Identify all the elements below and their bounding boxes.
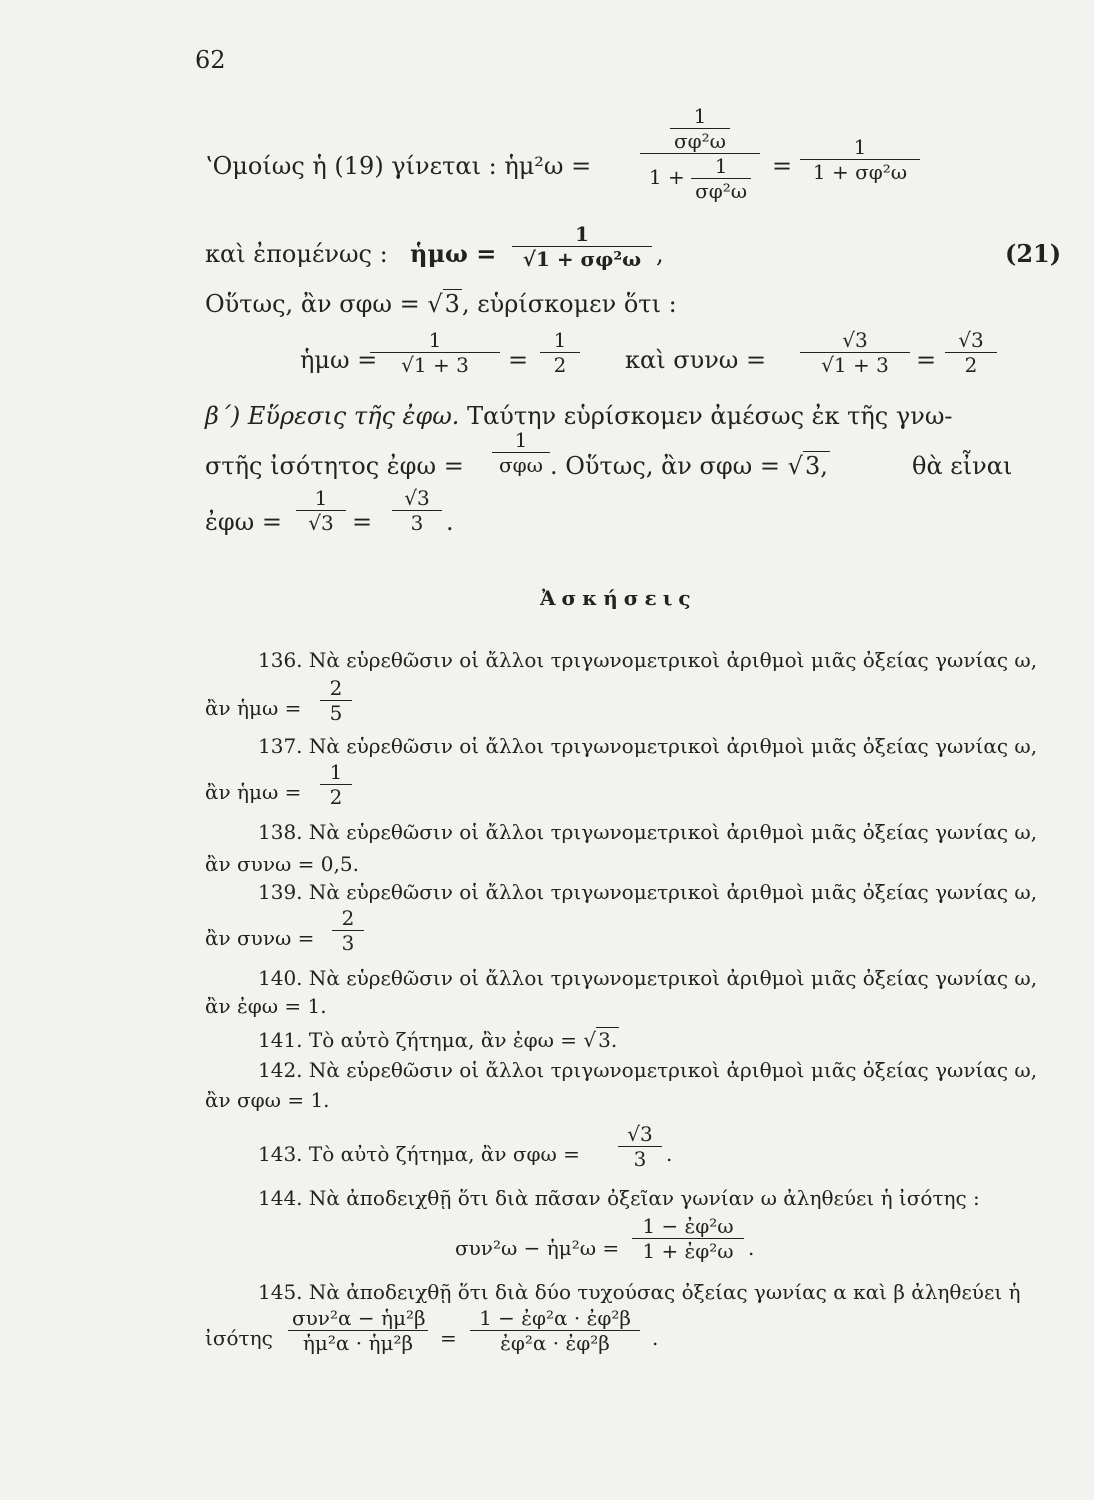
para-b-line2a: στῆς ἰσότητος ἐφω = (205, 452, 464, 480)
line4-eq2: = (916, 346, 937, 374)
ex-139-num: 2 (332, 906, 364, 931)
ex-141-text: 141. Τὸ αὐτὸ ζήτημα, ἂν ἐφω = (258, 1028, 578, 1052)
ex-136-den: 5 (329, 701, 343, 725)
line3-a: Οὕτως, ἂν σφω = (205, 290, 420, 318)
eq21-frac: $\frac{1}{\text{√1 + σφ²ω}}$ (512, 222, 652, 271)
ex-137-frac (320, 760, 352, 809)
ex-145-lead: ἰσότης (205, 1326, 273, 1350)
ex-144-lhs: συν²ω − ἡμ²ω = (455, 1236, 620, 1260)
ex-139-den: 3 (341, 931, 355, 955)
ex-145-den1: ἡμ²α · ἡμ²β (302, 1331, 414, 1355)
line4-num3: 3 (855, 328, 868, 352)
line4-den4: 2 (964, 353, 978, 377)
eq19-oneplus: 1 + (648, 165, 685, 189)
para-b-eq: = (352, 508, 373, 536)
para-b-f2: $\frac{√3}{3}$ (392, 486, 442, 535)
line4-den3: 1 + 3 (833, 353, 889, 377)
ex-139: 139. Νὰ εὑρεθῶσιν οἱ ἄλλοι τριγωνομετρικοὶ ἀριθμοὶ μιᾶς ὀξείας γωνίας ω, (258, 880, 1038, 904)
line4-f1: $\frac{1}{√1 + 3}$ (370, 328, 500, 377)
para-b-line2b: . Οὕτως, ἂν σφω = √3, (550, 452, 828, 480)
ex-138-cond: ἂν συνω = 0,5. (205, 852, 359, 876)
ex-145-num1: συν²α − ἡμ²β (288, 1306, 428, 1331)
line4-num2: 1 (540, 328, 580, 353)
ex-137-den: 2 (329, 785, 343, 809)
eq19-one: 1 (670, 104, 730, 129)
eq19-lead: ʽΟμοίως ἡ (19) γίνεται : ἡμ²ω = (205, 152, 592, 180)
ex-144: 144. Νὰ ἀποδειχθῇ ὅτι διὰ πᾶσαν ὀξεῖαν γωνίαν ω ἀληθεύει ἡ ἰσότης : (258, 1186, 980, 1210)
line4-num4: 3 (971, 328, 984, 352)
ex-136-num: 2 (320, 676, 352, 701)
eq21-num: 1 (512, 222, 652, 247)
ex-136-cond: ἂν ἡμω = (205, 696, 302, 720)
para-b-f2-num: 3 (417, 486, 430, 510)
ex-144-frac (632, 1214, 744, 1263)
eq21-comma: , (656, 240, 664, 268)
eq19-sigma2: σφ²ω (695, 179, 748, 203)
line4-den1: 1 + 3 (413, 353, 469, 377)
ex-139-cond: ἂν συνω = (205, 926, 315, 950)
eq19-rhs-num: 1 (800, 135, 920, 160)
section-title: Ἀσκήσεις (540, 586, 697, 610)
ex-140-cond: ἂν ἐφω = 1. (205, 994, 327, 1018)
para-b-label: β΄) Εὕρεσις τῆς ἐφω. (205, 402, 460, 430)
para-b-f1: $\frac{1}{√3}$ (296, 486, 346, 535)
para-b-f2-den: 3 (410, 511, 424, 535)
eq21-lhs: ἡμω = (410, 239, 497, 268)
ex-144-dot: . (748, 1236, 755, 1260)
para-b-line2c: θὰ εἶναι (912, 452, 1013, 480)
ex-145-num2: 1 − ἐφ²α · ἐφ²β (470, 1306, 640, 1331)
line3: Οὕτως, ἂν σφω = √3, εὑρίσκομεν ὅτι : (205, 290, 677, 318)
ex-145-f1 (288, 1306, 428, 1355)
para-b-f1-num: 1 (296, 486, 346, 511)
line4-f2 (540, 328, 580, 377)
ex-142-cond: ἂν σφω = 1. (205, 1088, 330, 1112)
para-b-f1-den: 3 (321, 511, 334, 535)
para-b-frac-den: σφω (499, 453, 543, 477)
eq21-lead: καὶ ἐπομένως : (205, 240, 388, 268)
ex-137-num: 1 (320, 760, 352, 785)
eq19-rhs (800, 135, 920, 184)
ex-143-den: 3 (633, 1147, 647, 1171)
eq21-label: (21) (1005, 239, 1062, 268)
line4-num1: 1 (370, 328, 500, 353)
line4-hm: ἡμω = (300, 346, 378, 374)
eq19-one2: 1 (691, 154, 751, 179)
ex-142: 142. Νὰ εὑρεθῶσιν οἱ ἄλλοι τριγωνομετρικοὶ ἀριθμοὶ μιᾶς ὀξείας γωνίας ω, (258, 1058, 1038, 1082)
line4-kai: καὶ συνω = (625, 346, 767, 374)
ex-140: 140. Νὰ εὑρεθῶσιν οἱ ἄλλοι τριγωνομετρικοὶ ἀριθμοὶ μιᾶς ὀξείας γωνίας ω, (258, 966, 1038, 990)
ex-136: 136. Νὰ εὑρεθῶσιν οἱ ἄλλοι τριγωνομετρικοὶ ἀριθμοὶ μιᾶς ὀξείας γωνίας ω, (258, 648, 1038, 672)
line3-sqrt: 3 (444, 290, 460, 318)
ex-144-den: 1 + ἐφ²ω (642, 1239, 734, 1263)
ex-143-dot: . (666, 1142, 673, 1166)
ex-137: 137. Νὰ εὑρεθῶσιν οἱ ἄλλοι τριγωνομετρικοὶ ἀριθμοὶ μιᾶς ὀξείας γωνίας ω, (258, 734, 1038, 758)
ex-145-eq: = (440, 1326, 457, 1350)
ex-138: 138. Νὰ εὑρεθῶσιν οἱ ἄλλοι τριγωνομετρικοὶ ἀριθμοὶ μιᾶς ὀξείας γωνίας ω, (258, 820, 1038, 844)
ex-139-frac (332, 906, 364, 955)
line4-f3: $\frac{√3}{√1 + 3}$ (800, 328, 910, 377)
ex-145-den2: ἐφ²α · ἐφ²β (500, 1331, 610, 1355)
line4-f4: $\frac{√3}{2}$ (945, 328, 997, 377)
eq19-outer-frac (640, 104, 760, 203)
ex-144-num: 1 − ἐφ²ω (632, 1214, 744, 1239)
para-b-frac (492, 428, 550, 477)
eq19-eq: = (772, 152, 793, 180)
line4-den2: 2 (553, 353, 567, 377)
ex-145-f2 (470, 1306, 640, 1355)
line3-b: , εὑρίσκομεν ὅτι : (461, 290, 677, 318)
page-number: 62 (195, 46, 226, 74)
eq19-sigma: σφ²ω (674, 129, 726, 153)
para-b-text: Ταύτην εὑρίσκομεν ἀμέσως ἐκ τῆς γνω- (467, 402, 953, 430)
ex-143-frac: $\frac{√3}{3}$ (618, 1122, 662, 1171)
ex-141-sqrt: 3. (598, 1028, 618, 1052)
ex-136-frac (320, 676, 352, 725)
para-b-sqrt: 3, (804, 452, 828, 480)
ex-143-num: 3 (640, 1122, 653, 1146)
para-b-line1 (205, 402, 953, 430)
ex-145: 145. Νὰ ἀποδειχθῇ ὅτι διὰ δύο τυχούσας ὀξείας γωνίας α καὶ β ἀληθεύει ἡ (258, 1280, 1021, 1304)
para-b-line2b-text: . Οὕτως, ἂν σφω = (550, 452, 780, 480)
ex-141: 141. Τὸ αὐτὸ ζήτημα, ἂν ἐφω = √ 3. (258, 1028, 618, 1052)
line4-eq: = (508, 346, 529, 374)
para-b-frac-num: 1 (492, 428, 550, 453)
ex-145-dot: . (652, 1326, 659, 1350)
ex-137-cond: ἂν ἡμω = (205, 780, 302, 804)
para-b-efo: ἐφω = (205, 508, 282, 536)
eq21-den: 1 + σφ²ω (535, 247, 642, 271)
eq19-rhs-den: 1 + σφ²ω (812, 160, 908, 184)
para-b-end: . (446, 508, 454, 536)
ex-143: 143. Τὸ αὐτὸ ζήτημα, ἂν σφω = (258, 1142, 580, 1166)
